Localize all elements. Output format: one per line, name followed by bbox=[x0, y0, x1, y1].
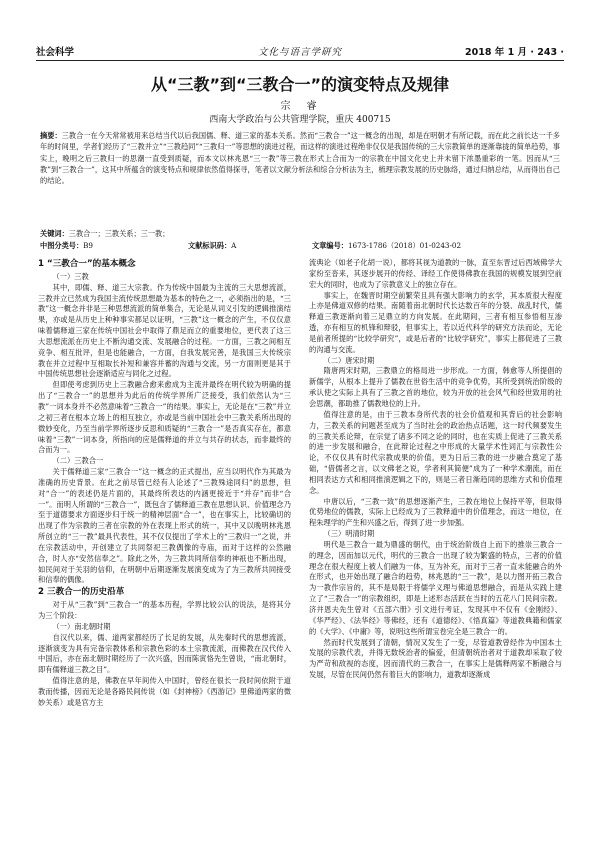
article-title: 从“三教”到“三教合一”的演变特点及规律 bbox=[150, 75, 450, 94]
journal-name: 社会科学 bbox=[36, 47, 75, 58]
section-heading-2: 2 三教合一的历史沿革 bbox=[38, 587, 125, 598]
article-meta bbox=[40, 240, 560, 251]
paragraph: 中唐以后，“三教一致”的思想逐渐产生，三教在地位上保持平等，但取得优势地位的儒教，实际上已经成为了三教释道中的价值理念，而这一地位，在程朱理学的产生和兴盛之后，得到了进一步加强。 bbox=[309, 496, 562, 528]
paragraph: 事实上，在魏晋时期空前繁荣且具有强大影响力的玄学，其本质很大程度上亦是佛道双修的结果。南随着南北朝时代长达数百年的分裂、战乱时代，儒释道三教逐渐向着三足鼎立的方向发展。在此期间，三者有相互参悟相互渗透，亦有相互的机锋和辩驳，但事实上，若以近代科学的研究方法而论，无论是前者所提的“比较学研究”，或是后者的“比较学研究”，事实上都促进了三教的沟通与交流。 bbox=[309, 290, 562, 354]
author: 宗 睿 bbox=[280, 101, 320, 112]
keywords bbox=[40, 228, 560, 239]
article-number-label: 文章编号： bbox=[312, 241, 348, 250]
header-rule bbox=[36, 60, 564, 61]
keywords-label: 关键词： bbox=[40, 229, 69, 238]
paragraph: 值得注意的是，由于三教本身所代表的社会价值观和其背后的社会影响力，三教关系的问题甚至成为了当时社会的政治热点话题，这一时代频要发生的三教关系论辩，在宗觉了诸多不同之论的同时，也在实质上促进了三教关系的进一步发展和融合，在此辩论过程之中形成的大量学术性词汇与宗教性公论，不仅仅具有时代宗教成果的价值，更为日后三教的进一步融合奠定了基础，“借儒者之言，以文佛老之说，学者利其简便”成为了一种学术潮流，而在相同表达方式和相同推演逻辑之下的，则是三者日渐趋同的思维方式和价值理念。 bbox=[309, 409, 562, 495]
right-column bbox=[309, 258, 562, 681]
paragraph: 但即使考虑到历史上三教融合愈来愈成为主流并最终在明代较为明确的提出了“三教合一”的思想并为此后的传统学界所广泛接受，我们依然认为“三教”一词本身并不必然意味着“三教合一”的结果。事实上，无论是在“三教”并立之初三者在根本立场上的相互独立，亦或是当前中国社会中三教关系所出现的微妙变化，乃至当前学界所逐步反思和质疑的“三教合一”是否真实存在，都意味着“三教”一词本身，所指向的应是儒释道的并立与共存的状态，而非最终的合而为一。 bbox=[38, 380, 291, 455]
subsection-heading: （二）唐宋时期 bbox=[323, 355, 375, 365]
paragraph: 关于儒释道三家“三教合一”这一概念的正式提出，应当以明代作为其最为准确的历史背景。在此之前尽管已经有人论述了“三教殊途同归”的思想，但对“合一”的表述仍是片面的，其最终所表达的内涵更接近于“并存”而非“合一”。而明人所谓的“三教合一”，既包含了儒释道三教在思想认识、价值理念乃至于道德要求方面逐步归于统一的精神层面“合一”，也在事实上，比较确切的出现了作为宗教的三者在宗教的外在表现上形式的统一，其中又以晚明林兆恩所创立的“三一教”最具代表性，其不仅仅提出了学术上的“三教归一”之说，并在宗教活动中，开创建立了共同祭祀三教偶像的寺庙，而对于这样的公然融合，时人亦“安然信奉之”。除此之外，为三教共同所信奉的神祇也不断出现，如民间对于关羽的信仰，在明朝中后期逐渐发展演变成为了为三教所共同接受和信奉的偶像。 bbox=[38, 467, 291, 585]
article-number-value: 1673-1786（2018）01-0243-02 bbox=[347, 241, 462, 250]
journal-series: 文化与语言学研究 bbox=[257, 47, 342, 58]
subsection-heading: （一）南北朝时期 bbox=[52, 621, 111, 631]
paragraph: 然而时代发展到了清朝，情况又发生了一变，尽管道教曾经作为中国本土发展的宗教代表，并得无数统治者的偏爱，但清朝统治者对于道教却采取了较为严苛和敌视的态度，因而清代的三教合一，在事实上是儒释两家不断融合与发展，尽管在民间仍然有着巨大的影响力，道教却逐渐成 bbox=[309, 637, 562, 680]
clc-label: 中图分类号： bbox=[40, 241, 84, 250]
paragraph: 自汉代以来，儒、道两家都经历了长足的发展，从先秦时代的思想流派，逐渐演变为具有完备宗教体系和宗教色彩的本土宗教流派，而佛教在汉代传入中国后，亦在南北朝时期经历了一次兴盛，因而陈寅恪先生曾说，“南北朝时，即有儒释道三教之目”。 bbox=[38, 632, 291, 675]
subsection-heading: （二）三教合一 bbox=[52, 456, 104, 466]
paragraph: 值得注意的是，佛教在早年间传入中国时，曾经在很长一段时间依附于道教而传播，因而无论是各路民间传说（如《封神榜》《西游记》里佛道两家的微妙关系）或是官方主 bbox=[38, 676, 291, 707]
abstract-text: 三教合一在今天常常被用来总结当代以后我国儒、释、道三家的基本关系。然而“三教合一”这一概念的出现，却是在明朝才有所记载，而在此之前长达一千多年的时间里，学者们经历了“三教并立”“三教趋同”“三教归一”等思想的演进过程，而这样的演进过程绝非仅仅是我国传统的三大宗教简单的逐渐靠拢的简单趋势，事实上，晚明之后三教归一的思潮一直受到质疑，而本文以林兆恩“三一教”等三教在形式上合而为一的宗教在中国文化史上并未留下浓墨重彩的一笔。因而从“三教”到“三教合一”，这其中所蕴含的演变特点和规律依然值得探寻，笔者以文献分析法和综合分析法为主，梳理宗教发展的历史脉络，通过归纳总结，从而得出自己的结论。 bbox=[40, 131, 560, 186]
doc-value: A bbox=[231, 241, 237, 250]
doc-label: 文献标识码： bbox=[188, 241, 232, 250]
clc-value: B9 bbox=[83, 241, 93, 250]
abstract-label: 摘要： bbox=[40, 131, 62, 140]
page-header bbox=[36, 44, 564, 58]
subsection-heading: （一）三教 bbox=[52, 271, 89, 281]
subsection-heading: （三）明清时期 bbox=[323, 529, 375, 539]
paragraph: 隋唐两宋时期，三教鼎立的格局进一步形成。一方面，韩愈等人所提倡的新儒学，从根本上提升了儒教在世俗生活中的竞争优势，其所受到统治阶级的承认使之实际上具有了三教之首的地位，较为开放的社会风气和经世致用的社会思潮，都助推了儒教地位的上升。 bbox=[309, 366, 562, 408]
clc-number bbox=[40, 240, 93, 251]
paragraph: 对于从“三教”到“三教合一”的基本历程，学界比较公认的说法，是将其分为三个阶段： bbox=[38, 600, 291, 620]
paragraph: 流典论（如老子化胡一说），都将其视为道教的一脉，直至东晋过后西域佛学大家纷至沓来，其逐步展开的传经、译经工作使得佛教在我国的规模发展到空前宏大的同时，也成为了宗教意义上的独立存在。 bbox=[309, 258, 562, 289]
section-heading-1: 1 “三教合一”的基本概念 bbox=[38, 259, 136, 269]
article-number bbox=[312, 240, 462, 251]
paragraph: 其中，即儒、释、道三大宗教。作为传统中国最为主流的三大思想流派，三教并立已然成为我国主流传统思想最为基本的特色之一，必须指出的是，“三教”这一概念并非是三种思想流派的简单集合，无论是从词义引发的逻辑推演结果，亦或是从历史上种种事实都足以证明，“三教”这一概念的产生，不仅仅意味着儒释道三家在传统中国社会中取得了鼎足而立的重要地位，更代表了这三大思想流派在历史上不断沟通交流、发展融合的过程。一方面，三教之间相互竞争、相互批评，但是也能融合，一方面，自我发展完善，是我国三大传统宗教在并立过程中互相取长补短和兼容并蓄的沟通与交流，另一方面则更是其于中国传统思想社会逐渐适应与同化之过程。 bbox=[38, 282, 291, 379]
paragraph: 明代是三教合一最为鼎盛的朝代，由于统治阶级自上而下的推崇三教合一的理念，因而加以元代，明代的三教合一出现了较为繁盛的特点，三者的价值理念在很大程度上被人们融为一体，互为补充，而对于三者一直未能融合的外在形式，也开始出现了融合的趋势，林兆恩的“三一教”，是以力图开拓三教合为一教作宗旨的，其不是局限于将儒学义理与佛道思想融合，而是从实践上建立了“三教合一”的宗教组织，即是上述形态活跃在当时的五花八门民间宗教。济井恩夫先生曾对《五部六册》引文进行考证，发现其中不仅有《金刚经》、《华严经》、《法华经》等佛经，还有《道德经》、《悟真篇》等道教典籍和儒家的《大学》、《中庸》等，说明这些所谓宝卷完全是三教合一的。 bbox=[309, 539, 562, 636]
keywords-text: 三教合一；三教关系；三一教； bbox=[68, 229, 170, 238]
doc-code bbox=[188, 240, 237, 251]
abstract bbox=[40, 130, 560, 186]
issue-page: 2018 年 1 月 · 243 · bbox=[465, 47, 564, 58]
affiliation: 西南大学政治与公共管理学院，重庆 400715 bbox=[209, 115, 391, 125]
left-column bbox=[38, 258, 291, 709]
